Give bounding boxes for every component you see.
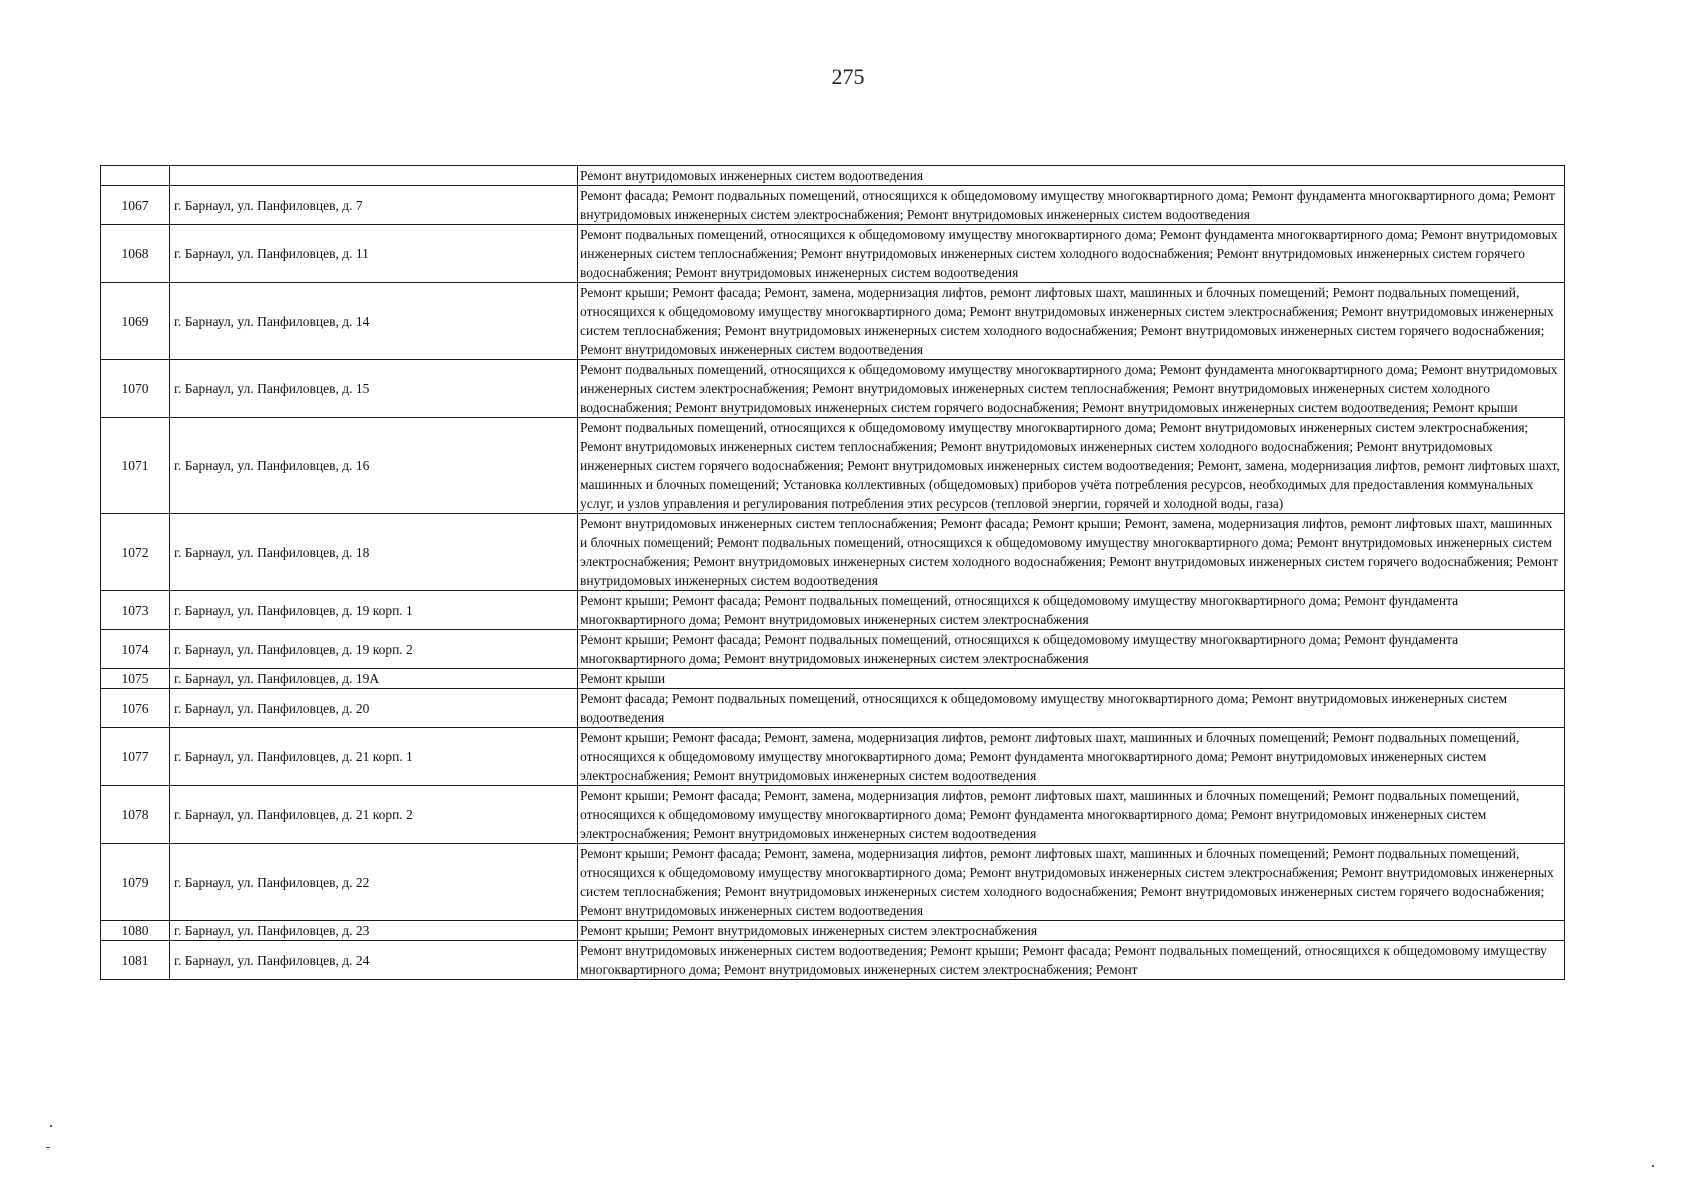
table-row (101, 630, 1565, 669)
row-address: г. Барнаул, ул. Панфиловцев, д. 22 (170, 844, 578, 921)
row-work-types: Ремонт крыши; Ремонт фасада; Ремонт, замена, модернизация лифтов, ремонт лифтовых шахт, машинных и блочных помещений; Ремонт подвальных помещений, относящихся к общедомовому имуществу многоквартирного дома; Ремонт внутридомовых инженерных систем электроснабжения; Ремонт внутридомовых инженерных систем теплоснабжения; Ремонт внутридомовых инженерных систем холодного водоснабжения; Ремонт внутридомовых инженерных систем горячего водоснабжения; Ремонт внутридомовых инженерных систем водоотведения (578, 844, 1565, 921)
row-work-types: Ремонт подвальных помещений, относящихся к общедомовому имуществу многоквартирного дома; Ремонт фундамента многоквартирного дома; Ремонт внутридомовых инженерных систем электроснабжения; Ремонт внутридомовых инженерных систем теплоснабжения; Ремонт внутридомовых инженерных систем холодного водоснабжения; Ремонт внутридомовых инженерных систем горячего водоснабжения; Ремонт внутридомовых инженерных систем водоотведения; Ремонт крыши (578, 360, 1565, 418)
table-row (101, 360, 1565, 418)
row-work-types: Ремонт крыши; Ремонт фасада; Ремонт, замена, модернизация лифтов, ремонт лифтовых шахт, машинных и блочных помещений; Ремонт подвальных помещений, относящихся к общедомовому имуществу многоквартирного дома; Ремонт внутридомовых инженерных систем электроснабжения; Ремонт внутридомовых инженерных систем теплоснабжения; Ремонт внутридомовых инженерных систем холодного водоснабжения; Ремонт внутридомовых инженерных систем горячего водоснабжения; Ремонт внутридомовых инженерных систем водоотведения (578, 283, 1565, 360)
row-number: 1075 (101, 669, 170, 689)
row-number: 1074 (101, 630, 170, 669)
row-number: 1071 (101, 418, 170, 514)
row-number: 1077 (101, 728, 170, 786)
row-address: г. Барнаул, ул. Панфиловцев, д. 19 корп. 2 (170, 630, 578, 669)
row-number: 1070 (101, 360, 170, 418)
row-work-types: Ремонт крыши; Ремонт фасада; Ремонт подвальных помещений, относящихся к общедомовому имуществу многоквартирного дома; Ремонт фундамента многоквартирного дома; Ремонт внутридомовых инженерных систем электроснабжения (578, 630, 1565, 669)
row-address: г. Барнаул, ул. Панфиловцев, д. 21 корп. 2 (170, 786, 578, 844)
table-row (101, 225, 1565, 283)
row-work-types: Ремонт крыши; Ремонт фасада; Ремонт, замена, модернизация лифтов, ремонт лифтовых шахт, машинных и блочных помещений; Ремонт подвальных помещений, относящихся к общедомовому имуществу многоквартирного дома; Ремонт фундамента многоквартирного дома; Ремонт внутридомовых инженерных систем электроснабжения; Ремонт внутридомовых инженерных систем водоотведения (578, 786, 1565, 844)
row-address: г. Барнаул, ул. Панфиловцев, д. 16 (170, 418, 578, 514)
row-number: 1068 (101, 225, 170, 283)
row-number: 1073 (101, 591, 170, 630)
row-work-types: Ремонт крыши; Ремонт фасада; Ремонт подвальных помещений, относящихся к общедомовому имуществу многоквартирного дома; Ремонт фундамента многоквартирного дома; Ремонт внутридомовых инженерных систем электроснабжения (578, 591, 1565, 630)
row-work-types: Ремонт подвальных помещений, относящихся к общедомовому имуществу многоквартирного дома; Ремонт фундамента многоквартирного дома; Ремонт внутридомовых инженерных систем теплоснабжения; Ремонт внутридомовых инженерных систем холодного водоснабжения; Ремонт внутридомовых инженерных систем горячего водоснабжения; Ремонт внутридомовых инженерных систем водоотведения (578, 225, 1565, 283)
table-row (101, 844, 1565, 921)
row-number: 1079 (101, 844, 170, 921)
row-address: г. Барнаул, ул. Панфиловцев, д. 15 (170, 360, 578, 418)
scan-speck (1652, 1165, 1654, 1167)
row-number: 1069 (101, 283, 170, 360)
row-address: г. Барнаул, ул. Панфиловцев, д. 20 (170, 689, 578, 728)
row-work-types: Ремонт подвальных помещений, относящихся к общедомовому имуществу многоквартирного дома; Ремонт внутридомовых инженерных систем электроснабжения; Ремонт внутридомовых инженерных систем теплоснабжения; Ремонт внутридомовых инженерных систем холодного водоснабжения; Ремонт внутридомовых инженерных систем горячего водоснабжения; Ремонт внутридомовых инженерных систем водоотведения; Ремонт, замена, модернизация лифтов, ремонт лифтовых шахт, машинных и блочных помещений; Установка коллективных (общедомовых) приборов учёта потребления ресурсов, необходимых для предоставления коммунальных услуг, и узлов управления и регулирования потребления этих ресурсов (тепловой энергии, горячей и холодной воды, газа) (578, 418, 1565, 514)
row-address: г. Барнаул, ул. Панфиловцев, д. 19А (170, 669, 578, 689)
page-number: 275 (831, 64, 865, 89)
table-row (101, 591, 1565, 630)
table-row (101, 514, 1565, 591)
row-number: 1078 (101, 786, 170, 844)
table-row (101, 728, 1565, 786)
row-address: г. Барнаул, ул. Панфиловцев, д. 24 (170, 941, 578, 980)
row-work-types: Ремонт фасада; Ремонт подвальных помещений, относящихся к общедомовому имуществу многоквартирного дома; Ремонт внутридомовых инженерных систем водоотведения (578, 689, 1565, 728)
table-row (101, 941, 1565, 980)
row-number: 1067 (101, 186, 170, 225)
table-row (101, 283, 1565, 360)
table-row (101, 921, 1565, 941)
row-number: 1076 (101, 689, 170, 728)
row-address: г. Барнаул, ул. Панфиловцев, д. 11 (170, 225, 578, 283)
scan-speck (46, 1147, 50, 1148)
row-work-types: Ремонт крыши; Ремонт фасада; Ремонт, замена, модернизация лифтов, ремонт лифтовых шахт, машинных и блочных помещений; Ремонт подвальных помещений, относящихся к общедомовому имуществу многоквартирного дома; Ремонт фундамента многоквартирного дома; Ремонт внутридомовых инженерных систем электроснабжения; Ремонт внутридомовых инженерных систем водоотведения (578, 728, 1565, 786)
row-address: г. Барнаул, ул. Панфиловцев, д. 21 корп. 1 (170, 728, 578, 786)
row-work-types: Ремонт внутридомовых инженерных систем теплоснабжения; Ремонт фасада; Ремонт крыши; Ремонт, замена, модернизация лифтов, ремонт лифтовых шахт, машинных и блочных помещений; Ремонт подвальных помещений, относящихся к общедомовому имуществу многоквартирного дома; Ремонт внутридомовых инженерных систем электроснабжения; Ремонт внутридомовых инженерных систем холодного водоснабжения; Ремонт внутридомовых инженерных систем горячего водоснабжения; Ремонт внутридомовых инженерных систем водоотведения (578, 514, 1565, 591)
row-address: г. Барнаул, ул. Панфиловцев, д. 14 (170, 283, 578, 360)
row-work-types: Ремонт крыши; Ремонт внутридомовых инженерных систем электроснабжения (578, 921, 1565, 941)
table-row (101, 186, 1565, 225)
row-work-types: Ремонт внутридомовых инженерных систем водоотведения (578, 166, 1565, 186)
row-address (170, 166, 578, 186)
row-address: г. Барнаул, ул. Панфиловцев, д. 18 (170, 514, 578, 591)
scan-speck (50, 1125, 52, 1127)
table-row (101, 786, 1565, 844)
row-number: 1072 (101, 514, 170, 591)
row-work-types: Ремонт крыши (578, 669, 1565, 689)
row-work-types: Ремонт фасада; Ремонт подвальных помещений, относящихся к общедомовому имуществу многоквартирного дома; Ремонт фундамента многоквартирного дома; Ремонт внутридомовых инженерных систем электроснабжения; Ремонт внутридомовых инженерных систем водоотведения (578, 186, 1565, 225)
row-number (101, 166, 170, 186)
row-address: г. Барнаул, ул. Панфиловцев, д. 7 (170, 186, 578, 225)
repair-table (100, 165, 1565, 980)
table-row (101, 418, 1565, 514)
row-address: г. Барнаул, ул. Панфиловцев, д. 19 корп. 1 (170, 591, 578, 630)
table-row (101, 669, 1565, 689)
row-number: 1081 (101, 941, 170, 980)
row-work-types: Ремонт внутридомовых инженерных систем водоотведения; Ремонт крыши; Ремонт фасада; Ремонт подвальных помещений, относящихся к общедомовому имуществу многоквартирного дома; Ремонт внутридомовых инженерных систем электроснабжения; Ремонт (578, 941, 1565, 980)
row-number: 1080 (101, 921, 170, 941)
table-row (101, 166, 1565, 186)
row-address: г. Барнаул, ул. Панфиловцев, д. 23 (170, 921, 578, 941)
table-row (101, 689, 1565, 728)
